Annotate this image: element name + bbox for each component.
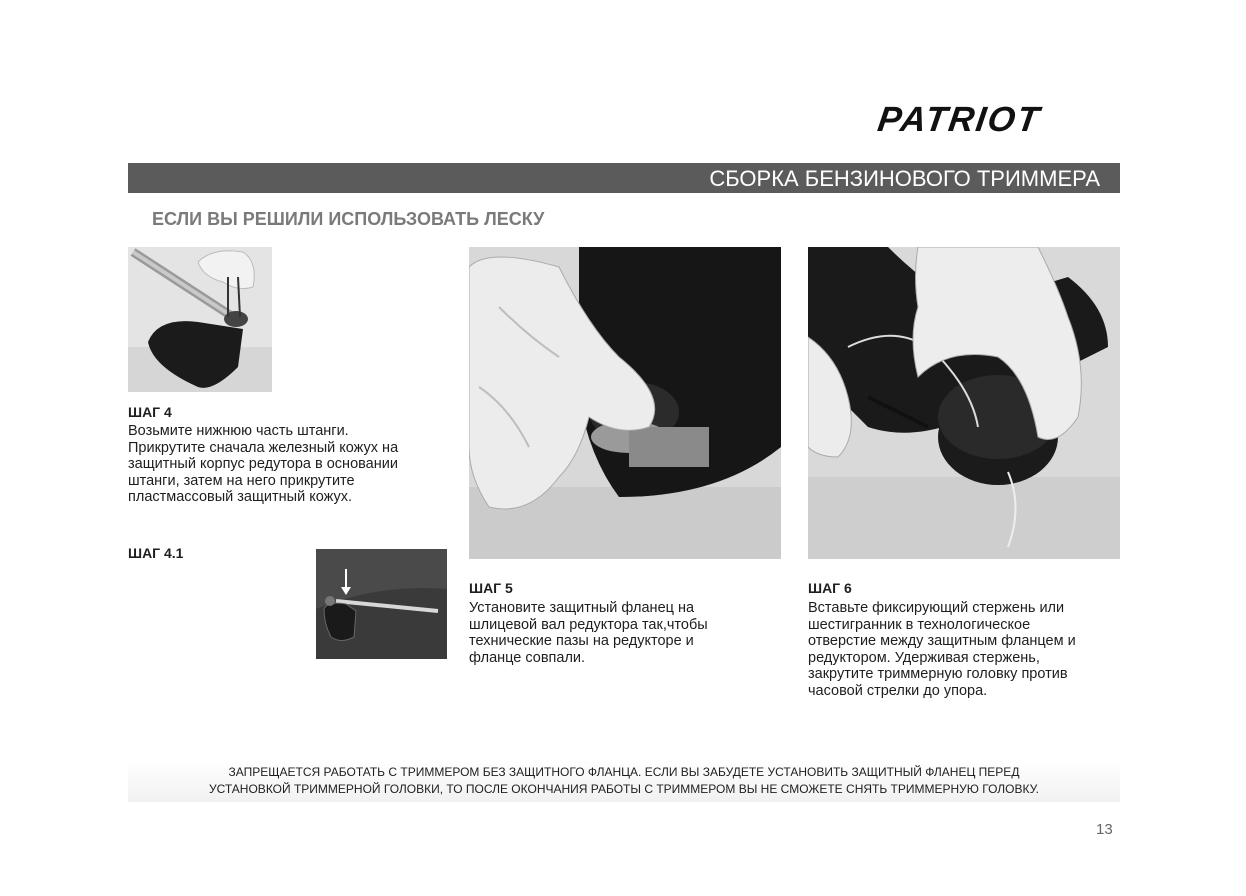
- step6-photo: [808, 247, 1120, 559]
- step4-line: Возьмите нижнюю часть штанги.: [128, 423, 349, 439]
- step4-line: защитный корпус редутора в основании: [128, 456, 398, 472]
- step6-line: редуктором. Удерживая стержень,: [808, 649, 1040, 666]
- step6-label: ШАГ 6: [808, 580, 852, 596]
- step41-photo: [316, 549, 447, 659]
- page-number: 13: [1096, 821, 1113, 838]
- warning-box: [128, 760, 1120, 802]
- step5-line: Установите защитный фланец на: [469, 600, 695, 616]
- step4-description: [128, 423, 448, 506]
- step6-line: Вставьте фиксирующий стержень или: [808, 600, 1065, 616]
- step6-description: [808, 600, 1120, 699]
- step4-line: Прикрутите сначала железный кожух на: [128, 439, 399, 456]
- step5-line: технические пазы на редукторе и: [469, 633, 694, 649]
- step5-line: шлицевой вал редуктора так,чтобы: [469, 616, 708, 633]
- step4-label: ШАГ 4: [128, 404, 172, 420]
- step41-label: ШАГ 4.1: [128, 545, 184, 561]
- step4-line: штанги, затем на него прикрутите: [128, 472, 355, 489]
- step6-line: отверстие между защитным фланцем и: [808, 633, 1076, 649]
- step5-photo: [469, 247, 781, 559]
- step6-line: закрутите триммерную головку против: [808, 666, 1068, 682]
- step4-photo: [128, 247, 272, 392]
- brand-logo: PATRIOT: [875, 100, 1044, 139]
- step5-label: ШАГ 5: [469, 580, 513, 596]
- step5-line: фланце совпали.: [469, 649, 586, 666]
- step6-line: шестигранник в технологическое: [808, 616, 1031, 633]
- section-subtitle: ЕСЛИ ВЫ РЕШИЛИ ИСПОЛЬЗОВАТЬ ЛЕСКУ: [152, 209, 545, 229]
- step4-line: пластмассовый защитный кожух.: [128, 489, 353, 505]
- warning-line-1: ЗАПРЕЩАЕТСЯ РАБОТАТЬ С ТРИММЕРОМ БЕЗ ЗАЩИТНОГО ФЛАНЦА. ЕСЛИ ВЫ ЗАБУДЕТЕ УСТАНОВИТЬ ЗАЩИТНЫЙ ФЛАНЕЦ ПЕРЕД: [228, 765, 1020, 779]
- section-title: СБОРКА БЕНЗИНОВОГО ТРИММЕРА: [709, 166, 1100, 191]
- step6-line: часовой стрелки до упора.: [808, 682, 988, 699]
- section-title-bar: [128, 163, 1120, 193]
- warning-line-2: УСТАНОВКОЙ ТРИММЕРНОЙ ГОЛОВКИ, ТО ПОСЛЕ ОКОНЧАНИЯ РАБОТЫ С ТРИММЕРОМ ВЫ НЕ СМОЖЕТЕ СНЯТЬ ТРИММЕРНУЮ ГОЛОВКУ.: [208, 782, 1039, 796]
- step5-description: [469, 600, 769, 666]
